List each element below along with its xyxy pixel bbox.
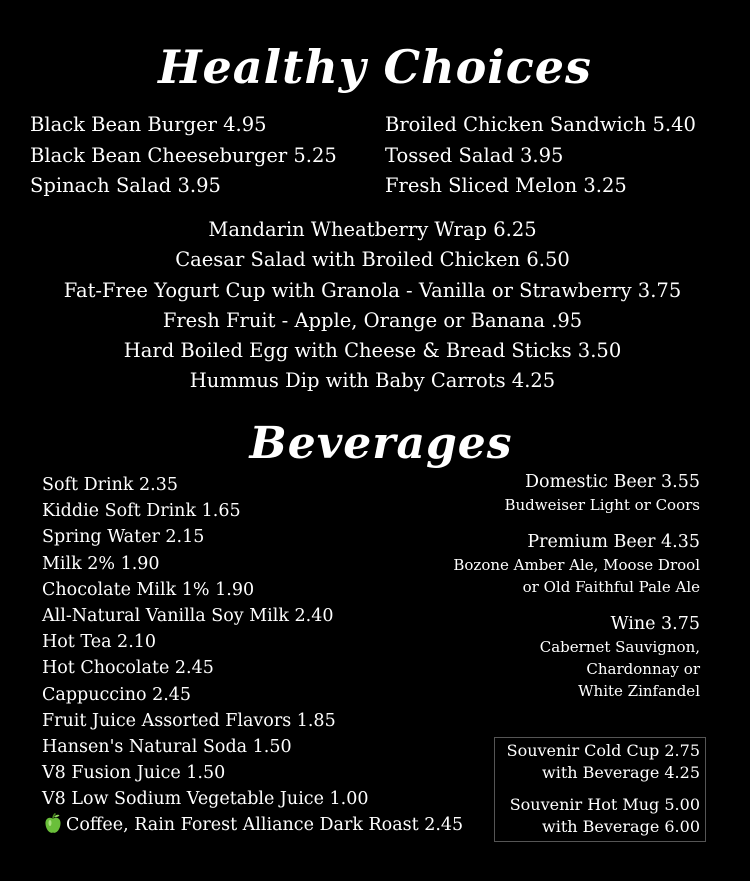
- beverage-item: Milk 2% 1.90: [42, 553, 160, 574]
- wine-desc: Cabernet Sauvignon,: [539, 638, 700, 656]
- beverage-item: V8 Fusion Juice 1.50: [42, 763, 226, 784]
- menu-item: Fresh Fruit - Apple, Orange or Banana .95: [162, 308, 583, 332]
- beverage-item: Hot Chocolate 2.45: [42, 658, 214, 679]
- beverages-left-list: [42, 472, 368, 813]
- wine: Wine 3.75: [610, 614, 700, 634]
- souvenir-hot-mug-with-beverage: with Beverage 6.00: [542, 817, 700, 836]
- souvenir-box: [494, 737, 706, 842]
- souvenir-cold-cup-with-beverage: with Beverage 4.25: [542, 763, 700, 782]
- menu-item: Hard Boiled Egg with Cheese & Bread Sticks 3.50: [123, 339, 622, 363]
- menu-item: Fresh Sliced Melon 3.25: [385, 174, 627, 197]
- healthy-choices-title: Healthy Choices: [158, 40, 592, 94]
- coffee-item: [44, 812, 463, 838]
- wine-desc: White Zinfandel: [578, 682, 700, 700]
- beverage-item: V8 Low Sodium Vegetable Juice 1.00: [42, 789, 369, 810]
- premium-beer-desc: Bozone Amber Ale, Moose Drool: [453, 556, 700, 574]
- beverage-item: Spring Water 2.15: [42, 527, 205, 548]
- menu-item: Caesar Salad with Broiled Chicken 6.50: [175, 248, 570, 272]
- menu-item: Spinach Salad 3.95: [30, 174, 221, 197]
- menu-item: Black Bean Cheeseburger 5.25: [30, 143, 337, 167]
- healthy-center-list: [0, 215, 745, 397]
- beverage-item: Chocolate Milk 1% 1.90: [42, 579, 255, 600]
- beverage-item: Hot Tea 2.10: [42, 632, 157, 653]
- domestic-beer-desc: Budweiser Light or Coors: [504, 496, 700, 514]
- beverages-title: Beverages: [249, 418, 513, 469]
- menu-item: Mandarin Wheatberry Wrap 6.25: [208, 218, 537, 241]
- beverage-item: Kiddie Soft Drink 1.65: [42, 501, 241, 522]
- premium-beer: Premium Beer 4.35: [527, 532, 700, 552]
- menu-item: Broiled Chicken Sandwich 5.40: [385, 113, 696, 136]
- menu-item: Fat-Free Yogurt Cup with Granola - Vanilla or Strawberry 3.75: [63, 278, 682, 302]
- menu-item: Black Bean Burger 4.95: [30, 113, 267, 136]
- beverage-item: Fruit Juice Assorted Flavors 1.85: [42, 710, 336, 731]
- beverage-item: All-Natural Vanilla Soy Milk 2.40: [42, 606, 334, 627]
- souvenir-hot-mug: Souvenir Hot Mug 5.00: [509, 795, 700, 814]
- menu-item: Hummus Dip with Baby Carrots 4.25: [189, 369, 556, 393]
- domestic-beer: Domestic Beer 3.55: [525, 472, 700, 492]
- wine-desc: Chardonnay or: [586, 660, 700, 678]
- beverage-item: Cappuccino 2.45: [42, 684, 192, 705]
- green-apple-icon: [44, 813, 62, 835]
- souvenir-cold-cup: Souvenir Cold Cup 2.75: [506, 741, 700, 760]
- healthy-left-column: [30, 110, 337, 202]
- healthy-right-column: [385, 110, 696, 202]
- alcohol-list: [453, 470, 700, 702]
- beverage-item: Hansen's Natural Soda 1.50: [42, 737, 292, 758]
- beverage-item: Soft Drink 2.35: [42, 475, 178, 495]
- menu-item: Tossed Salad 3.95: [385, 143, 564, 167]
- premium-beer-desc: or Old Faithful Pale Ale: [522, 578, 700, 596]
- coffee-label: Coffee, Rain Forest Alliance Dark Roast 2.45: [66, 815, 464, 835]
